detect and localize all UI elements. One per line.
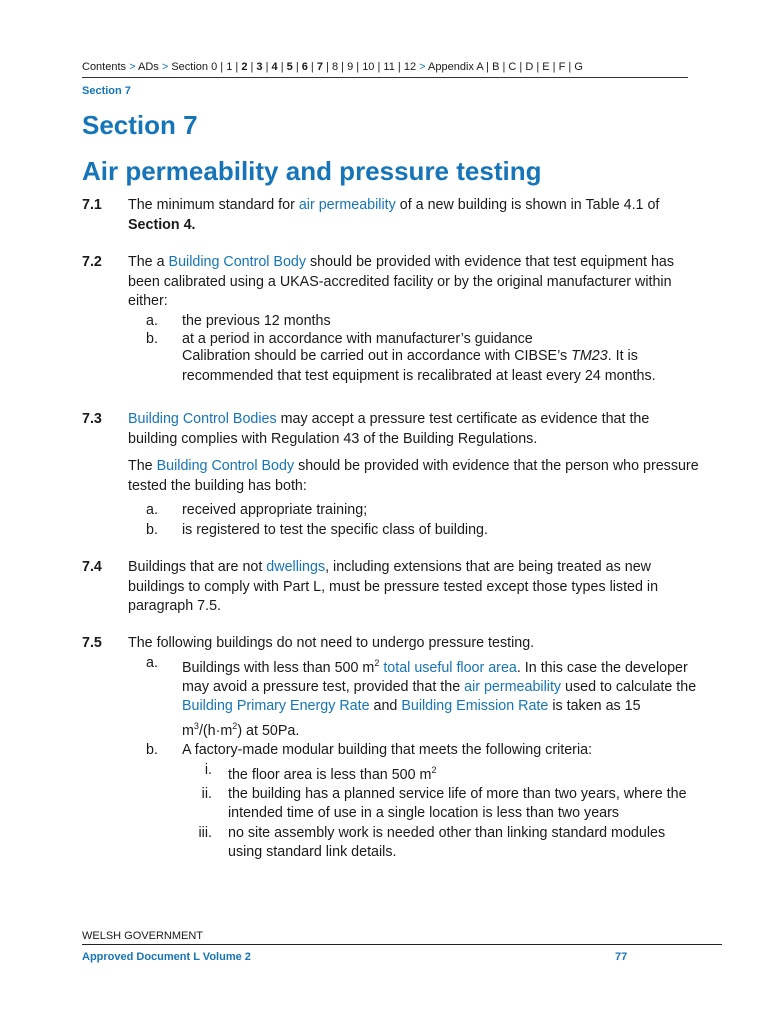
breadcrumb-section-7-link[interactable]: 7 — [316, 61, 323, 73]
breadcrumb-divider: | — [353, 61, 363, 73]
breadcrumb-divider: | — [516, 61, 526, 73]
footer-publisher: WELSH GOVERNMENT — [82, 930, 722, 945]
breadcrumb-section-6-link[interactable]: 6 — [301, 61, 308, 73]
paragraph-text: Building Control Bodies may accept a pressure test certificate as evidence that the building complies with Regulation 43 of the Building Regulations. — [128, 411, 650, 447]
air-permeability-link[interactable]: air permeability — [298, 197, 396, 213]
section-heading: Section 7 — [82, 110, 198, 140]
breadcrumb-section-label: Section — [171, 61, 209, 73]
air-permeability-link[interactable]: air permeability — [464, 678, 562, 695]
paragraph-7-2 — [82, 253, 702, 386]
list-item: a. received appropriate training; — [146, 502, 368, 518]
paragraph-text: The following buildings do not need to undergo pressure testing. — [128, 635, 535, 651]
breadcrumb-divider: | — [217, 61, 227, 73]
breadcrumb-divider: | — [394, 61, 404, 73]
breadcrumb-section-8-link[interactable]: 8 — [331, 61, 339, 73]
list-item: a. the previous 12 months — [146, 312, 331, 329]
breadcrumb-section-1-link[interactable]: 1 — [226, 61, 233, 73]
breadcrumb-section-12-link[interactable]: 12 — [403, 61, 417, 73]
building-control-body-link[interactable]: Building Control Body — [156, 458, 295, 474]
breadcrumb-divider: | — [483, 61, 493, 73]
breadcrumb-section-9-link[interactable]: 9 — [347, 61, 354, 73]
breadcrumb-appendix-c-link[interactable]: C — [508, 61, 517, 73]
breadcrumb-appendix-a-link[interactable]: A — [476, 61, 484, 73]
sub-list-item: iii. no site assembly work is needed other than linking standard modules using standard link details. — [198, 824, 666, 861]
paragraph-number: 7.3 — [82, 411, 102, 427]
modular-criteria-list — [182, 761, 702, 863]
dwellings-link[interactable]: dwellings — [266, 559, 326, 575]
breadcrumb-divider: | — [262, 61, 272, 73]
breadcrumb-section-5-link[interactable]: 5 — [286, 61, 293, 73]
paragraph-7-1 — [82, 196, 702, 235]
breadcrumb-arrow: > — [129, 61, 136, 73]
total-useful-floor-area-link[interactable]: total useful floor area — [383, 659, 517, 676]
section-small-label: Section 7 — [82, 85, 131, 97]
breadcrumb-divider: | — [277, 61, 287, 73]
breadcrumb-divider: | — [322, 61, 332, 73]
calibration-list — [128, 312, 702, 348]
breadcrumb-section-3-link[interactable]: 3 — [256, 61, 263, 73]
calibration-note: Calibration should be carried out in accordance with CIBSE’s TM23. It is recommended that test equipment is recalibrated at least every 24 months. — [182, 348, 656, 384]
breadcrumb-divider: | — [374, 61, 384, 73]
breadcrumb-appendix-e-link[interactable]: E — [542, 61, 550, 73]
breadcrumb-appendix-label: Appendix — [428, 61, 474, 73]
breadcrumb — [82, 60, 688, 78]
breadcrumb-appendix-links — [476, 61, 583, 73]
breadcrumb-arrow: > — [419, 61, 426, 73]
breadcrumb-divider: | — [232, 61, 242, 73]
breadcrumb-section-2-link[interactable]: 2 — [241, 61, 248, 73]
breadcrumb-divider: | — [499, 61, 509, 73]
breadcrumb-divider: | — [565, 61, 575, 73]
breadcrumb-divider: | — [533, 61, 543, 73]
footer-document-title: Approved Document L Volume 2 — [82, 951, 251, 963]
breadcrumb-appendix-b-link[interactable]: B — [492, 61, 500, 73]
breadcrumb-divider: | — [307, 61, 317, 73]
building-control-bodies-link[interactable]: Building Control Bodies — [128, 411, 277, 427]
sub-list-item: i. the floor area is less than 500 $m^2$ — [204, 761, 437, 783]
breadcrumb-ads-link[interactable]: ADs — [137, 61, 159, 73]
breadcrumb-divider: | — [549, 61, 559, 73]
section-4-ref: Section 4. — [128, 216, 196, 233]
breadcrumb-divider: | — [338, 61, 348, 73]
building-primary-energy-rate-link[interactable]: Building Primary Energy Rate — [182, 698, 370, 715]
page-number: 77 — [615, 951, 628, 963]
building-emission-rate-link[interactable]: Building Emission Rate — [401, 698, 549, 715]
building-control-body-link[interactable]: Building Control Body — [168, 254, 307, 270]
list-item: b. at a period in accordance with manufacturer’s guidance — [146, 331, 533, 347]
paragraph-text: The a Building Control Body should be provided with evidence that test equipment has been calibrated using a UKAS-accredited facility or by the original manufacturer within either: — [128, 254, 675, 309]
breadcrumb-divider: | — [292, 61, 302, 73]
list-item: a. Buildings with less than 500 $m^2$ total useful floor area. In this case the developer may avoid a pressure test, provided that the air permeability used to calculate the Building Primary Energy Rate and Building Emission Rate is taken as 15 $m^3/(h\cdot m^2)$ at 50Pa. — [146, 654, 697, 739]
paragraph-7-5 — [82, 634, 702, 863]
breadcrumb-section-11-link[interactable]: 11 — [383, 61, 395, 73]
paragraph-number: 7.2 — [82, 254, 102, 270]
sub-list-item: ii. the building has a planned service life of more than two years, where the intended time of use in a single location is less than two years — [201, 785, 687, 822]
exemption-list — [128, 654, 702, 863]
tm23-ref: TM23 — [571, 348, 608, 364]
paragraph-text: Buildings that are not dwellings, including extensions that are being treated as new buildings to comply with Part L, must be pressure tested except those types listed in paragraph 7.5. — [128, 559, 659, 614]
breadcrumb-arrow: > — [161, 61, 169, 73]
paragraph-text: The minimum standard for air permeability of a new building is shown in Table 4.1 of Section 4. — [128, 197, 660, 233]
paragraph-7-4 — [82, 558, 702, 617]
breadcrumb-section-links — [211, 61, 416, 73]
list-item: b. is registered to test the specific class of building. — [146, 521, 488, 538]
paragraph-7-3 — [82, 410, 702, 540]
paragraph-number: 7.4 — [82, 559, 102, 575]
breadcrumb-section-10-link[interactable]: 10 — [362, 61, 375, 73]
breadcrumb-divider: | — [247, 61, 257, 73]
paragraph-number: 7.1 — [82, 197, 102, 213]
paragraph-number: 7.5 — [82, 635, 102, 651]
breadcrumb-appendix-f-link[interactable]: F — [558, 61, 566, 73]
breadcrumb-contents-link[interactable]: Contents — [82, 61, 127, 73]
list-item: b. A factory-made modular building that meets the following criteria: i. the floor area is less than 500 $m^2$ ii. the building has a planned service life of more than two years, where the intended time of use in a single location is less than two years iii. no site assembly work is needed other than linking standard modules using standard link details. — [128, 741, 702, 863]
page-title: Air permeability and pressure testing — [82, 156, 542, 186]
breadcrumb-section-0-link[interactable]: 0 — [211, 61, 218, 73]
breadcrumb-section-4-link[interactable]: 4 — [271, 61, 278, 73]
paragraph-text: The Building Control Body should be provided with evidence that the person who pressure tested the building has both: — [128, 458, 699, 494]
tester-requirements-list — [128, 501, 702, 540]
breadcrumb-appendix-d-link[interactable]: D — [525, 61, 534, 73]
breadcrumb-appendix-g-link[interactable]: G — [574, 61, 583, 73]
